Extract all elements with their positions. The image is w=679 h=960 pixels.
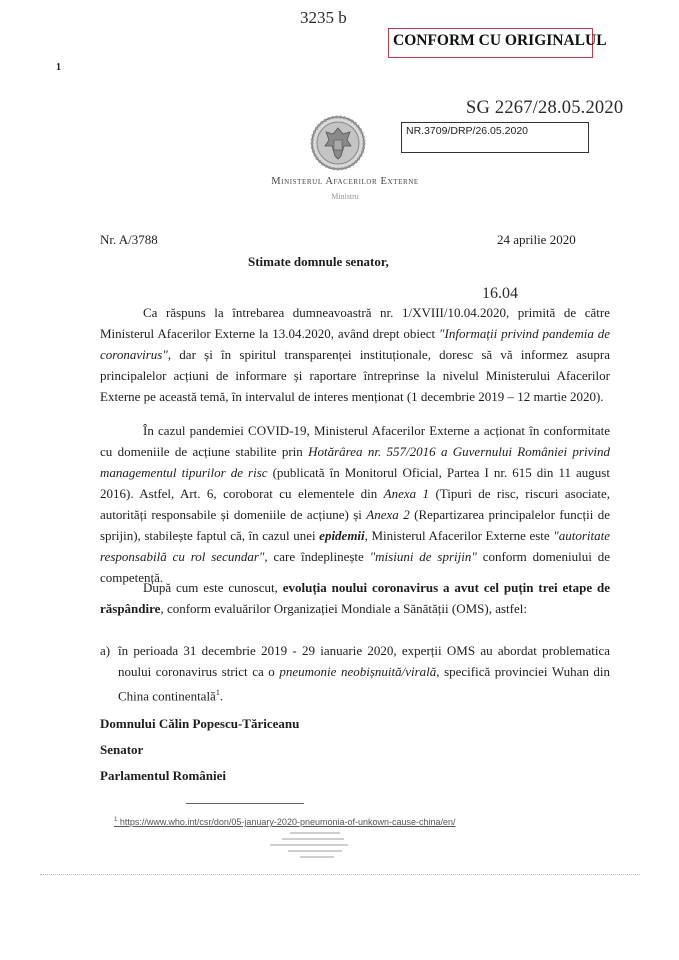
text-run: , Ministerul Afacerilor Externe este	[364, 528, 554, 543]
bold-run: evoluția noului coronavirus a avut cel puțin trei etape de răspândire	[100, 580, 611, 616]
list-item-a-text	[118, 640, 610, 706]
footnote-link[interactable]: https://www.who.int/csr/don/05-january-2020-pneumonia-of-unkown-cause-china/en/	[119, 817, 456, 827]
footnote-marker: 1	[114, 817, 118, 823]
text-run: , dar și în spiritul transparenței instituționale, doresc să vă informez asupra principalelor acțiuni de informare și raportare întreprinse la nivelul Ministerului Afacerilor Externe pe această temă, în intervalul de interes menționat (1 decembrie 2019 – 12 martie 2020).	[100, 347, 610, 404]
faint-scan-artifact	[260, 830, 370, 860]
ministry-name: Ministerul Afacerilor Externe	[271, 176, 419, 187]
text-run: , care îndeplinește	[264, 549, 370, 564]
document-reference-number: 3235 b	[300, 8, 347, 27]
italic-run: "misiuni de sprijin"	[369, 549, 477, 564]
text-run: După cum este cunoscut,	[143, 580, 283, 595]
text-run: , specifică provinciei Wuhan din China continentală	[118, 664, 610, 704]
addressee-title: Senator	[100, 742, 144, 757]
italic-run: pneumonie neobișnuită/virală	[279, 664, 437, 679]
bold-italic-run: epidemii	[319, 528, 365, 543]
addressee-institution: Parlamentul României	[100, 768, 227, 783]
italic-run: "Informații privind pandemia de coronavirus"	[100, 326, 610, 362]
text-run: conform domeniului de competență.	[100, 549, 610, 585]
scan-edge-line	[40, 874, 640, 875]
italic-run: Hotărârea nr. 557/2016 a Guvernului României privind managementul tipurilor de risc	[100, 444, 610, 480]
italic-run: Anexa 2	[366, 507, 410, 522]
registration-box	[401, 122, 589, 153]
list-item-a-label: a)	[100, 643, 111, 658]
margin-mark: 1	[56, 62, 61, 73]
paragraph-3	[100, 577, 610, 619]
handwritten-note: 16.04	[482, 285, 518, 302]
salutation: Stimate domnule senator,	[248, 254, 389, 269]
italic-run: Anexa 1	[383, 486, 430, 501]
sg-registration-number: SG 2267/28.05.2020	[466, 98, 624, 118]
ministry-subtitle: Ministru	[331, 192, 359, 201]
paragraph-1	[100, 302, 610, 407]
footnote[interactable]	[114, 817, 456, 827]
addressee-name: Domnului Călin Popescu-Tăriceanu	[100, 716, 300, 731]
text-run: , conform evaluărilor Organizației Mondiale a Sănătății (OMS), astfel:	[160, 601, 527, 616]
paragraph-2	[100, 420, 610, 588]
footnote-reference: 1	[215, 688, 220, 697]
footnote-separator	[186, 803, 304, 804]
text-run: (Tipuri de risc, riscuri asociate, autorități responsabile și domeniile de acțiune) și	[100, 486, 611, 522]
text-run: Ca răspuns la întrebarea dumneavoastră nr. 1/XVIII/10.04.2020, primită de către Ministerul Afacerilor Externe la 13.04.2020, având drept obiect	[100, 305, 610, 341]
text-run: în perioada 31 decembrie 2019 - 29 ianuarie 2020, experții OMS au abordat problematica noului coronavirus strict ca o	[118, 643, 610, 679]
letter-number: Nr. A/3788	[100, 232, 158, 247]
list-item-a	[100, 640, 610, 706]
registration-box-text: NR.3709/DRP/26.05.2020	[406, 125, 528, 137]
italic-run: "autoritate responsabilă cu rol secundar"	[100, 528, 610, 564]
conform-stamp	[388, 28, 607, 58]
text-run: (publicată în Monitorul Oficial, Partea I nr. 615 din 11 august 2016). Astfel, Art. 6, coroborat cu elementele din	[100, 465, 610, 501]
coat-of-arms-seal-icon	[310, 115, 366, 171]
text-run: .	[219, 688, 224, 704]
text-run: În cazul pandemiei COVID-19, Ministerul Afacerilor Externe a acționat în conformitate cu domeniile de acțiune stabilite prin	[100, 423, 610, 459]
text-run: (Repartizarea principalelor funcții de sprijin), stabilește faptul că, în cazul unei	[100, 507, 610, 543]
stamp-text: CONFORM CU ORIGINALUL	[393, 32, 607, 49]
letter-date: 24 aprilie 2020	[497, 232, 576, 247]
